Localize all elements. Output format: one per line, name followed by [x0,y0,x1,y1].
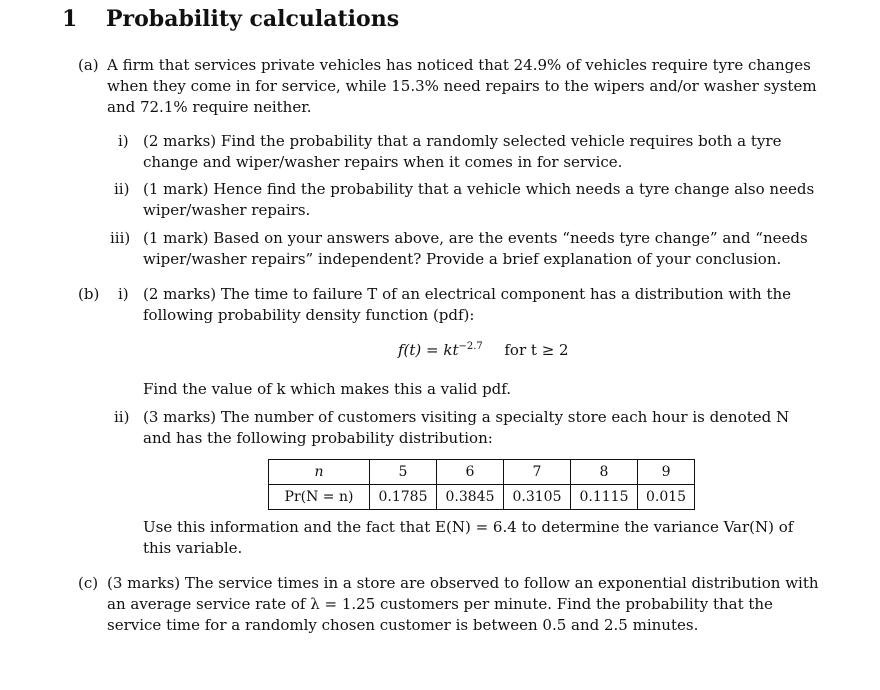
part-c-text: (3 marks) The service times in a store are observed to follow an exponential distribution with an average service rate of λ = 1.25 customers per minute. Find the probability that the service time for a randomly chosen customer is between 0.5 and 2.5 minutes. [107,574,819,634]
part-b-ii-label: ii) [114,408,130,426]
pdf-formula-lhs: f(t) = kt [398,341,459,359]
part-c-label: (c) [78,574,99,592]
table-cell: 0.015 [638,485,695,510]
table-cell: 9 [638,460,695,485]
part-b-ii-after: Use this information and the fact that E(N) = 6.4 to determine the variance Var(N) of this variable. [143,518,794,557]
section-title: Probability calculations [106,6,400,32]
pdf-formula-condition: for t ≥ 2 [504,341,569,359]
table-row-prob [269,485,695,510]
pdf-formula-exponent: −2.7 [458,341,483,352]
table-row-n [269,460,695,485]
table-header-n: n [269,460,370,485]
table-cell: 6 [437,460,504,485]
table-cell: 7 [504,460,571,485]
part-a-text: A firm that services private vehicles has noticed that 24.9% of vehicles require tyre changes when they come in for service, while 15.3% need repairs to the wipers and/or washer system and 72.1% require neither. [107,56,817,116]
pdf-formula [398,341,569,359]
distribution-table [268,459,695,510]
part-a-ii-label: ii) [114,180,130,198]
table-cell: 8 [571,460,638,485]
part-a-iii-text: (1 mark) Based on your answers above, are the events “needs tyre change” and “needs wiper/washer repairs” independent? Provide a brief explanation of your conclusion. [143,229,808,268]
part-b-label: (b) [78,285,100,303]
table-cell: 0.1785 [370,485,437,510]
part-a-iii-label: iii) [110,229,131,247]
table-header-prob: Pr(N = n) [269,485,370,510]
part-b-i-label: i) [118,285,129,303]
table-cell: 0.1115 [571,485,638,510]
section-heading [62,6,399,32]
table-cell: 5 [370,460,437,485]
part-a-i-text: (2 marks) Find the probability that a randomly selected vehicle requires both a tyre change and wiper/washer repairs when it comes in for service. [143,132,782,171]
section-number: 1 [62,6,78,32]
table-cell: 0.3105 [504,485,571,510]
part-a-i-label: i) [118,132,129,150]
table-cell: 0.3845 [437,485,504,510]
part-b-ii-text: (3 marks) The number of customers visiting a specialty store each hour is denoted N and has the following probability distribution: [143,408,790,447]
part-b-i-after: Find the value of k which makes this a valid pdf. [143,380,512,398]
part-a-ii-text: (1 mark) Hence find the probability that a vehicle which needs a tyre change also needs wiper/washer repairs. [143,180,815,219]
distribution-table-wrap [268,459,695,510]
part-b-i-text: (2 marks) The time to failure T of an electrical component has a distribution with the following probability density function (pdf): [143,285,792,324]
part-a-label: (a) [78,56,99,74]
